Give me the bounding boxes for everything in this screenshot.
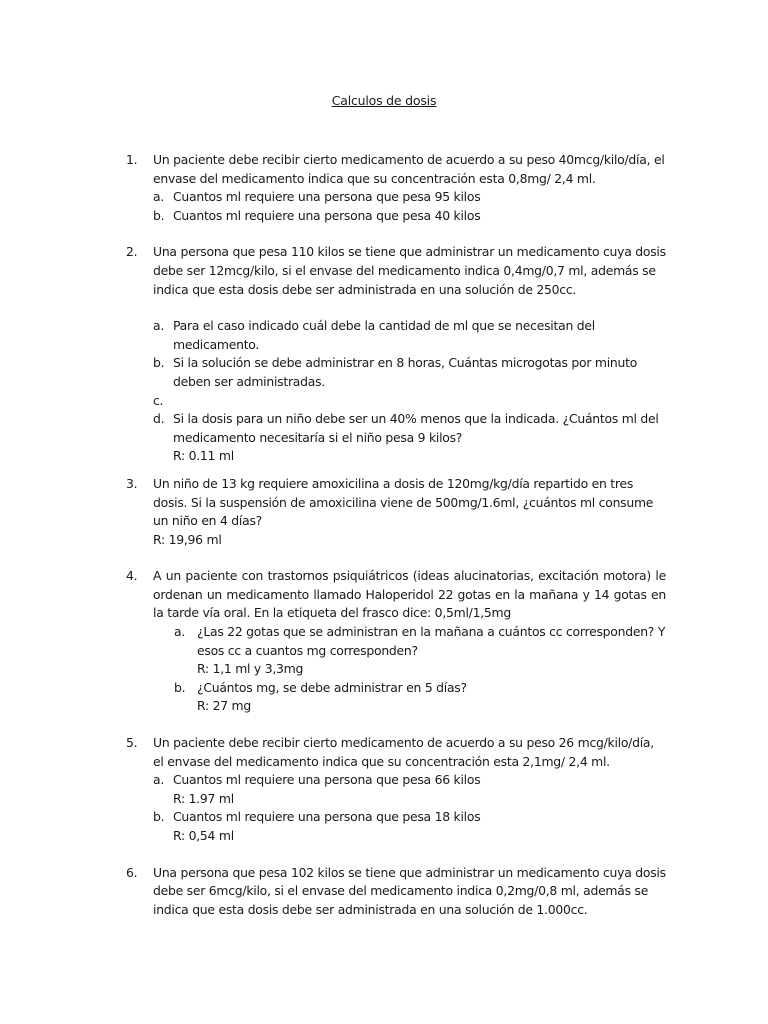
question-1-sub-a bbox=[126, 188, 666, 207]
sub-label: b. bbox=[153, 207, 165, 223]
sub-text: Cuantos ml requiere una persona que pesa 66 kilos bbox=[173, 772, 481, 788]
sub-label: a. bbox=[174, 624, 186, 640]
answer-text: R: 1,1 ml y 3,3mg bbox=[197, 661, 304, 677]
question-2-sub-d bbox=[126, 410, 666, 466]
sub-text: Cuantos ml requiere una persona que pesa 18 kilos bbox=[173, 809, 481, 825]
question-5-sub-b bbox=[126, 808, 666, 845]
sub-label: a. bbox=[153, 772, 165, 788]
question-6 bbox=[126, 864, 666, 920]
question-4-sub-b bbox=[126, 679, 666, 716]
sub-text: Cuantos ml requiere una persona que pesa 40 kilos bbox=[173, 207, 481, 223]
question-number: 6. bbox=[126, 864, 138, 880]
question-text: Un paciente debe recibir cierto medicamento de acuerdo a su peso 40mcg/kilo/día, el envase del medicamento indica que su concentración esta 0,8mg/ 2,4 ml. bbox=[153, 152, 665, 186]
question-1 bbox=[126, 151, 666, 188]
sub-text: ¿Cuántos mg, se debe administrar en 5 días? bbox=[197, 679, 467, 695]
sub-label: b. bbox=[174, 679, 186, 695]
sub-label: b. bbox=[153, 355, 165, 371]
question-1-sub-b bbox=[126, 207, 666, 226]
sub-label: a. bbox=[153, 189, 165, 205]
question-text: Una persona que pesa 110 kilos se tiene que administrar un medicamento cuya dosis debe ser 12mcg/kilo, si el envase del medicamento indica 0,4mg/0,7 ml, además se indica que esta dosis debe ser administrada en una solución de 250cc. bbox=[153, 244, 666, 297]
question-text: Un paciente debe recibir cierto medicamento de acuerdo a su peso 26 mcg/kilo/día, el envase del medicamento indica que su concentración esta 2,1mg/ 2,4 ml. bbox=[153, 735, 654, 769]
question-number: 2. bbox=[126, 244, 138, 260]
sub-text: Si la solución se debe administrar en 8 horas, Cuántas microgotas por minuto deben ser administradas. bbox=[173, 355, 638, 389]
answer-text: R: 0.11 ml bbox=[173, 448, 234, 464]
sub-text: ¿Las 22 gotas que se administran en la mañana a cuántos cc corresponden? Y esos cc a cuantos mg corresponden? bbox=[197, 624, 666, 658]
question-2-sub-b bbox=[126, 354, 666, 391]
sub-label: b. bbox=[153, 809, 165, 825]
page-title: Calculos de dosis bbox=[331, 93, 437, 108]
question-text: Un niño de 13 kg requiere amoxicilina a dosis de 120mg/kg/día repartido en tres dosis. Si la suspensión de amoxicilina viene de 500mg/1.6ml, ¿cuántos ml consume un niño en 4 días? bbox=[153, 475, 654, 529]
question-number: 4. bbox=[126, 568, 138, 584]
question-text: A un paciente con trastornos psiquiátricos (ideas alucinatorias, excitación motora) le ordenan un medicamento llamado Haloperidol 22 gotas en la mañana y 14 gotas en la tarde vía oral. En la etiqueta del frasco dice: 0,5ml/1,5mg bbox=[153, 568, 666, 621]
question-text: Una persona que pesa 102 kilos se tiene que administrar un medicamento cuya dosis debe ser 6mcg/kilo, si el envase del medicamento indica 0,2mg/0,8 ml, además se indica que esta dosis debe ser administrada en una solución de 1.000cc. bbox=[153, 864, 666, 917]
answer-text: R: 27 mg bbox=[197, 698, 251, 714]
question-number: 3. bbox=[126, 475, 138, 491]
answer-text: R: 0,54 ml bbox=[173, 828, 234, 843]
question-2-sub-c bbox=[126, 392, 666, 411]
sub-text bbox=[173, 392, 666, 411]
question-number: 1. bbox=[126, 152, 138, 167]
answer-text: R: 1.97 ml bbox=[173, 790, 234, 806]
question-2-sub-a bbox=[126, 317, 666, 354]
question-2 bbox=[126, 243, 666, 299]
question-list bbox=[126, 151, 666, 919]
question-number: 5. bbox=[126, 735, 138, 751]
sub-label: d. bbox=[153, 411, 165, 427]
answer-text: R: 19,96 ml bbox=[153, 531, 222, 547]
question-5 bbox=[126, 734, 666, 771]
question-4 bbox=[126, 567, 666, 623]
question-3 bbox=[126, 475, 666, 549]
sub-label: c. bbox=[153, 392, 164, 408]
sub-label: a. bbox=[153, 318, 165, 334]
question-4-sub-a bbox=[126, 623, 666, 679]
question-5-sub-a bbox=[126, 771, 666, 808]
sub-text: Para el caso indicado cuál debe la cantidad de ml que se necesitan del medicamento. bbox=[173, 318, 595, 352]
sub-text: Si la dosis para un niño debe ser un 40% menos que la indicada. ¿Cuántos ml del medicamento necesitaría si el niño pesa 9 kilos? bbox=[173, 411, 659, 445]
sub-text: Cuantos ml requiere una persona que pesa 95 kilos bbox=[173, 189, 481, 205]
